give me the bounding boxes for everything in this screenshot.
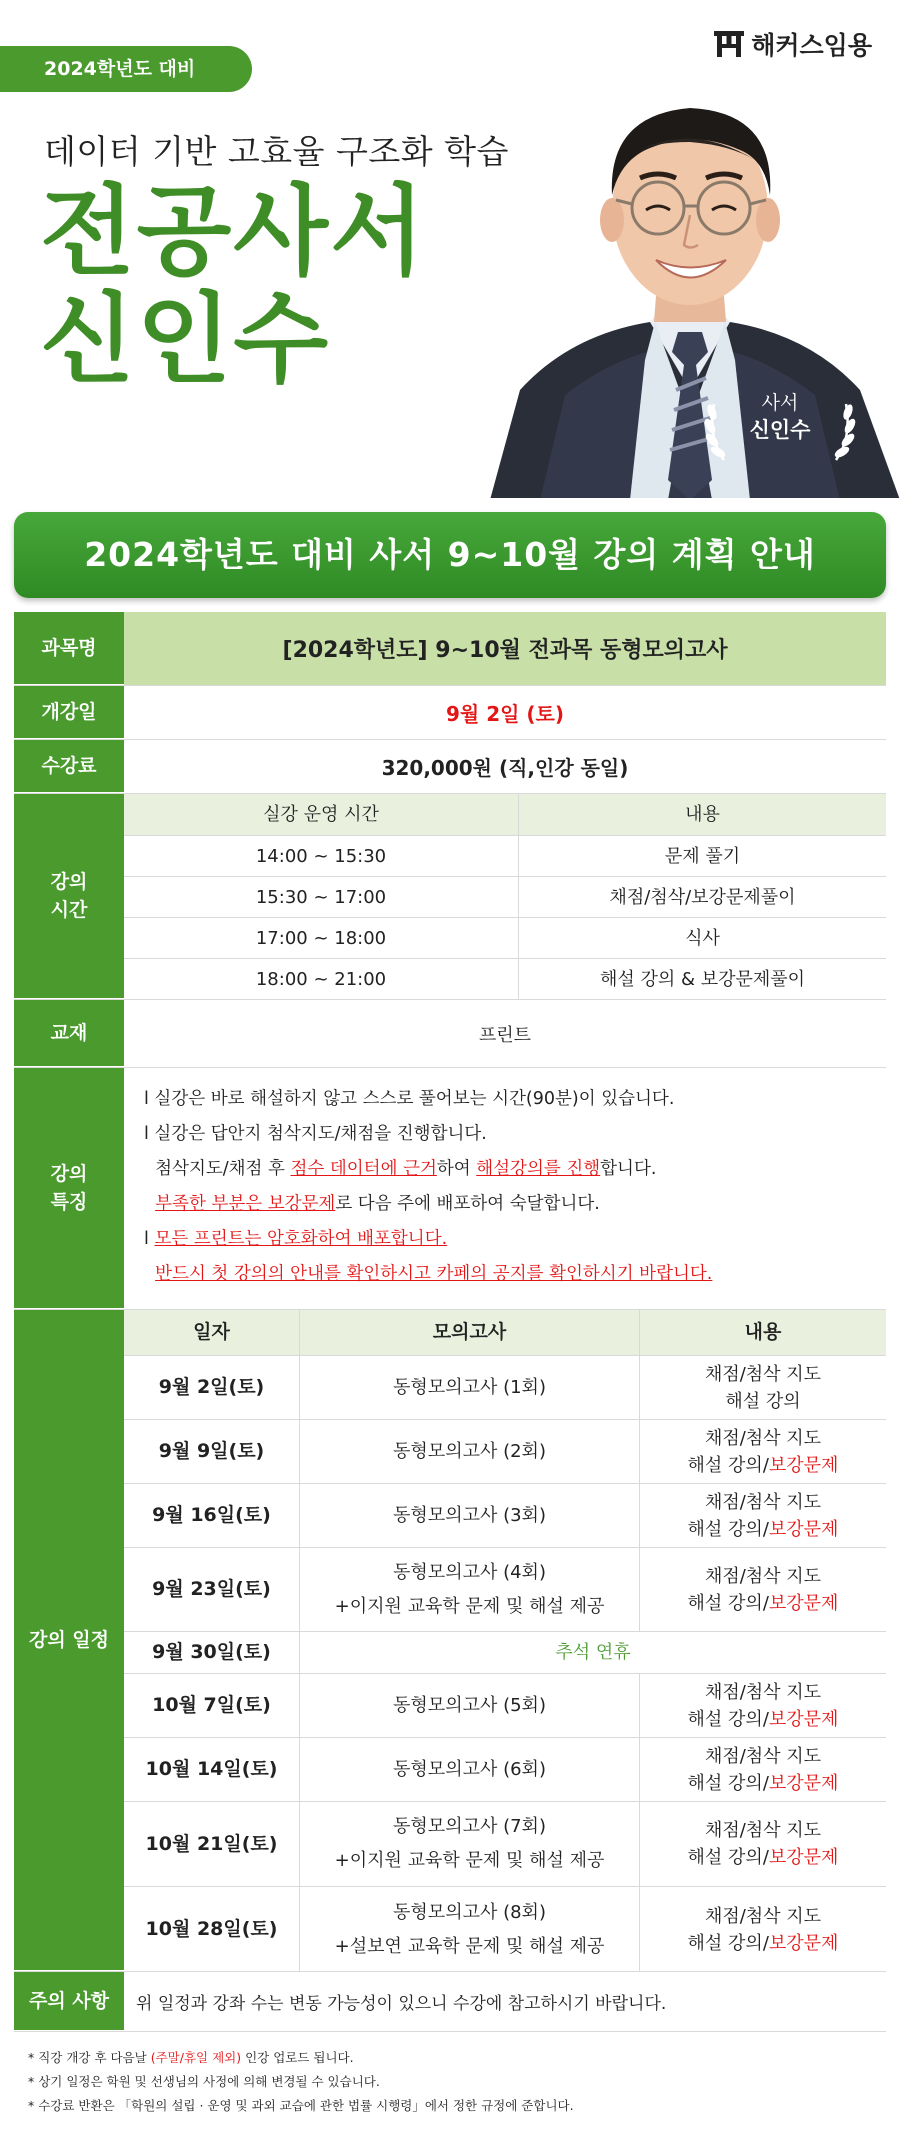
schedule-exam: 동형모의고사 (1회) (300, 1356, 640, 1419)
promo-header (0, 0, 900, 498)
schedule-header-date: 일자 (124, 1310, 300, 1355)
fee-label: 수강료 (14, 740, 124, 793)
schedule-row (14, 1310, 886, 1972)
schedule-table-row (124, 1738, 886, 1802)
schedule-date: 9월 30일(토) (124, 1632, 300, 1673)
schedule-label: 강의 일정 (14, 1310, 124, 1971)
schedule-content: 채점/첨삭 지도 해설 강의/보강문제 (687, 1427, 839, 1476)
schedule-table-row (124, 1484, 886, 1548)
laurel-subject: 사서 (761, 392, 799, 414)
time-slot: 15:30 ~ 17:00 (124, 877, 519, 917)
feature-line-2: l 실강은 답안지 첨삭지도/채점을 진행합니다. (144, 1124, 487, 1144)
instructor-laurel (700, 390, 860, 470)
feature-line-5: l 모든 프린트는 암호화하여 배포합니다. (144, 1229, 448, 1249)
schedule-content: 채점/첨삭 지도 해설 강의/보강문제 (687, 1745, 839, 1794)
schedule-date: 9월 23일(토) (124, 1548, 300, 1631)
time-content: 채점/첨삭/보강문제풀이 (609, 886, 796, 908)
time-content: 해설 강의 & 보강문제풀이 (599, 969, 806, 990)
time-table-row (124, 836, 886, 877)
time-table-row (124, 918, 886, 959)
schedule-date: 9월 16일(토) (124, 1484, 300, 1547)
time-row (14, 794, 886, 1000)
time-header-time: 실강 운영 시간 (124, 794, 519, 835)
course-info-table (14, 612, 886, 2040)
notice-label: 주의 사항 (14, 1972, 124, 2031)
schedule-table-row (124, 1674, 886, 1738)
time-slot: 17:00 ~ 18:00 (124, 918, 519, 958)
schedule-table-row (124, 1632, 886, 1674)
footnote-1: * 직강 개강 후 다음날 (주말/휴일 제외) 인강 업로드 됩니다. (28, 2050, 354, 2065)
logo-text: 해커스임용 (751, 31, 872, 60)
book-label: 교재 (14, 1000, 124, 1067)
time-table-row (124, 959, 886, 1000)
notice-value: 위 일정과 강좌 수는 변동 가능성이 있으니 수강에 참고하시기 바랍니다. (136, 1994, 667, 2014)
schedule-content: 채점/첨삭 지도 해설 강의/보강문제 (687, 1820, 839, 1868)
schedule-content: 채점/첨삭 지도 해설 강의/보강문제 (687, 1681, 839, 1730)
year-badge: 2024학년도 대비 (0, 46, 252, 92)
schedule-content: 채점/첨삭 지도 해설 강의/보강문제 (687, 1491, 839, 1540)
laurel-right-icon (830, 398, 856, 462)
schedule-exam: 동형모의고사 (5회) (300, 1674, 640, 1737)
fee-row (14, 740, 886, 794)
schedule-header-row (124, 1310, 886, 1356)
hackers-logo[interactable] (713, 26, 872, 62)
feature-line-1: l 실강은 바로 해설하지 않고 스스로 풀어보는 시간(90분)이 있습니다. (144, 1089, 675, 1109)
title-line-1: 전공사서 (40, 175, 427, 289)
laurel-left-icon (704, 398, 730, 462)
feature-line-4: 부족한 부분은 보강문제로 다음 주에 배포하여 숙달합니다. (155, 1194, 600, 1214)
hackers-logo-icon (713, 30, 745, 58)
schedule-content: 채점/첨삭 지도 해설 강의/보강문제 (687, 1905, 839, 1954)
course-value: [2024학년도] 9~10월 전과목 동형모의고사 (124, 612, 886, 685)
book-row (14, 1000, 886, 1068)
footnotes (14, 2046, 886, 2118)
start-row (14, 686, 886, 740)
schedule-content: 채점/첨삭 지도 해설 강의 (704, 1363, 822, 1412)
footnote-3: * 수강료 반환은 「학원의 설립 · 운영 및 과외 교습에 관한 법률 시행령」에서 정한 규정에 준합니다. (28, 2098, 574, 2113)
schedule-table-row (124, 1420, 886, 1484)
course-row (14, 612, 886, 686)
schedule-table-row (124, 1548, 886, 1632)
time-label: 강의 시간 (14, 794, 124, 999)
title-line-2: 신인수 (40, 283, 331, 397)
footnote-2: * 상기 일정은 학원 및 선생님의 사정에 의해 변경될 수 있습니다. (28, 2074, 380, 2089)
time-header-row (124, 794, 886, 836)
schedule-header-exam: 모의고사 (300, 1310, 640, 1355)
schedule-date: 10월 28일(토) (124, 1887, 300, 1972)
schedule-holiday: 추석 연휴 (555, 1642, 631, 1663)
start-label: 개강일 (14, 686, 124, 739)
time-slot: 14:00 ~ 15:30 (124, 836, 519, 876)
schedule-exam: 동형모의고사 (7회) +이지원 교육학 문제 및 해설 제공 (300, 1802, 640, 1886)
feature-list (144, 1082, 866, 1292)
time-slot: 18:00 ~ 21:00 (124, 959, 519, 1000)
schedule-date: 10월 7일(토) (124, 1674, 300, 1737)
course-label: 과목명 (14, 612, 124, 685)
feature-line-6: 반드시 첫 강의의 안내를 확인하시고 카페의 공지를 확인하시기 바랍니다. (155, 1264, 713, 1284)
schedule-date: 10월 14일(토) (124, 1738, 300, 1801)
time-content: 문제 풀기 (664, 845, 741, 867)
notice-row (14, 1972, 886, 2032)
feature-line-3: 첨삭지도/채점 후 점수 데이터에 근거하여 해설강의를 진행합니다. (155, 1159, 657, 1179)
time-table-row (124, 877, 886, 918)
feature-label: 강의 특징 (14, 1068, 124, 1309)
feature-row (14, 1068, 886, 1310)
plan-banner: 2024학년도 대비 사서 9~10월 강의 계획 안내 (14, 512, 886, 598)
schedule-date: 9월 9일(토) (124, 1420, 300, 1483)
schedule-exam: 동형모의고사 (2회) (300, 1420, 640, 1483)
schedule-exam: 동형모의고사 (8회) +설보연 교육학 문제 및 해설 제공 (300, 1887, 640, 1972)
book-value: 프린트 (478, 1024, 532, 1046)
subtitle: 데이터 기반 고효율 구조화 학습 (44, 132, 509, 171)
page-title (40, 175, 427, 397)
schedule-exam: 동형모의고사 (3회) (300, 1484, 640, 1547)
schedule-exam: 동형모의고사 (6회) (300, 1738, 640, 1801)
schedule-header-content: 내용 (744, 1321, 782, 1343)
fee-value: 320,000원 (직,인강 동일) (381, 756, 629, 780)
start-value: 9월 2일 (토) (446, 702, 564, 726)
schedule-table-row (124, 1356, 886, 1420)
schedule-exam: 동형모의고사 (4회) +이지원 교육학 문제 및 해설 제공 (300, 1548, 640, 1631)
schedule-content: 채점/첨삭 지도 해설 강의/보강문제 (687, 1565, 839, 1614)
schedule-date: 10월 21일(토) (124, 1802, 300, 1886)
time-header-content: 내용 (685, 804, 720, 825)
laurel-name: 신인수 (749, 418, 811, 442)
schedule-table-row (124, 1887, 886, 1972)
schedule-date: 9월 2일(토) (124, 1356, 300, 1419)
time-content: 식사 (685, 927, 720, 949)
schedule-table-row (124, 1802, 886, 1887)
